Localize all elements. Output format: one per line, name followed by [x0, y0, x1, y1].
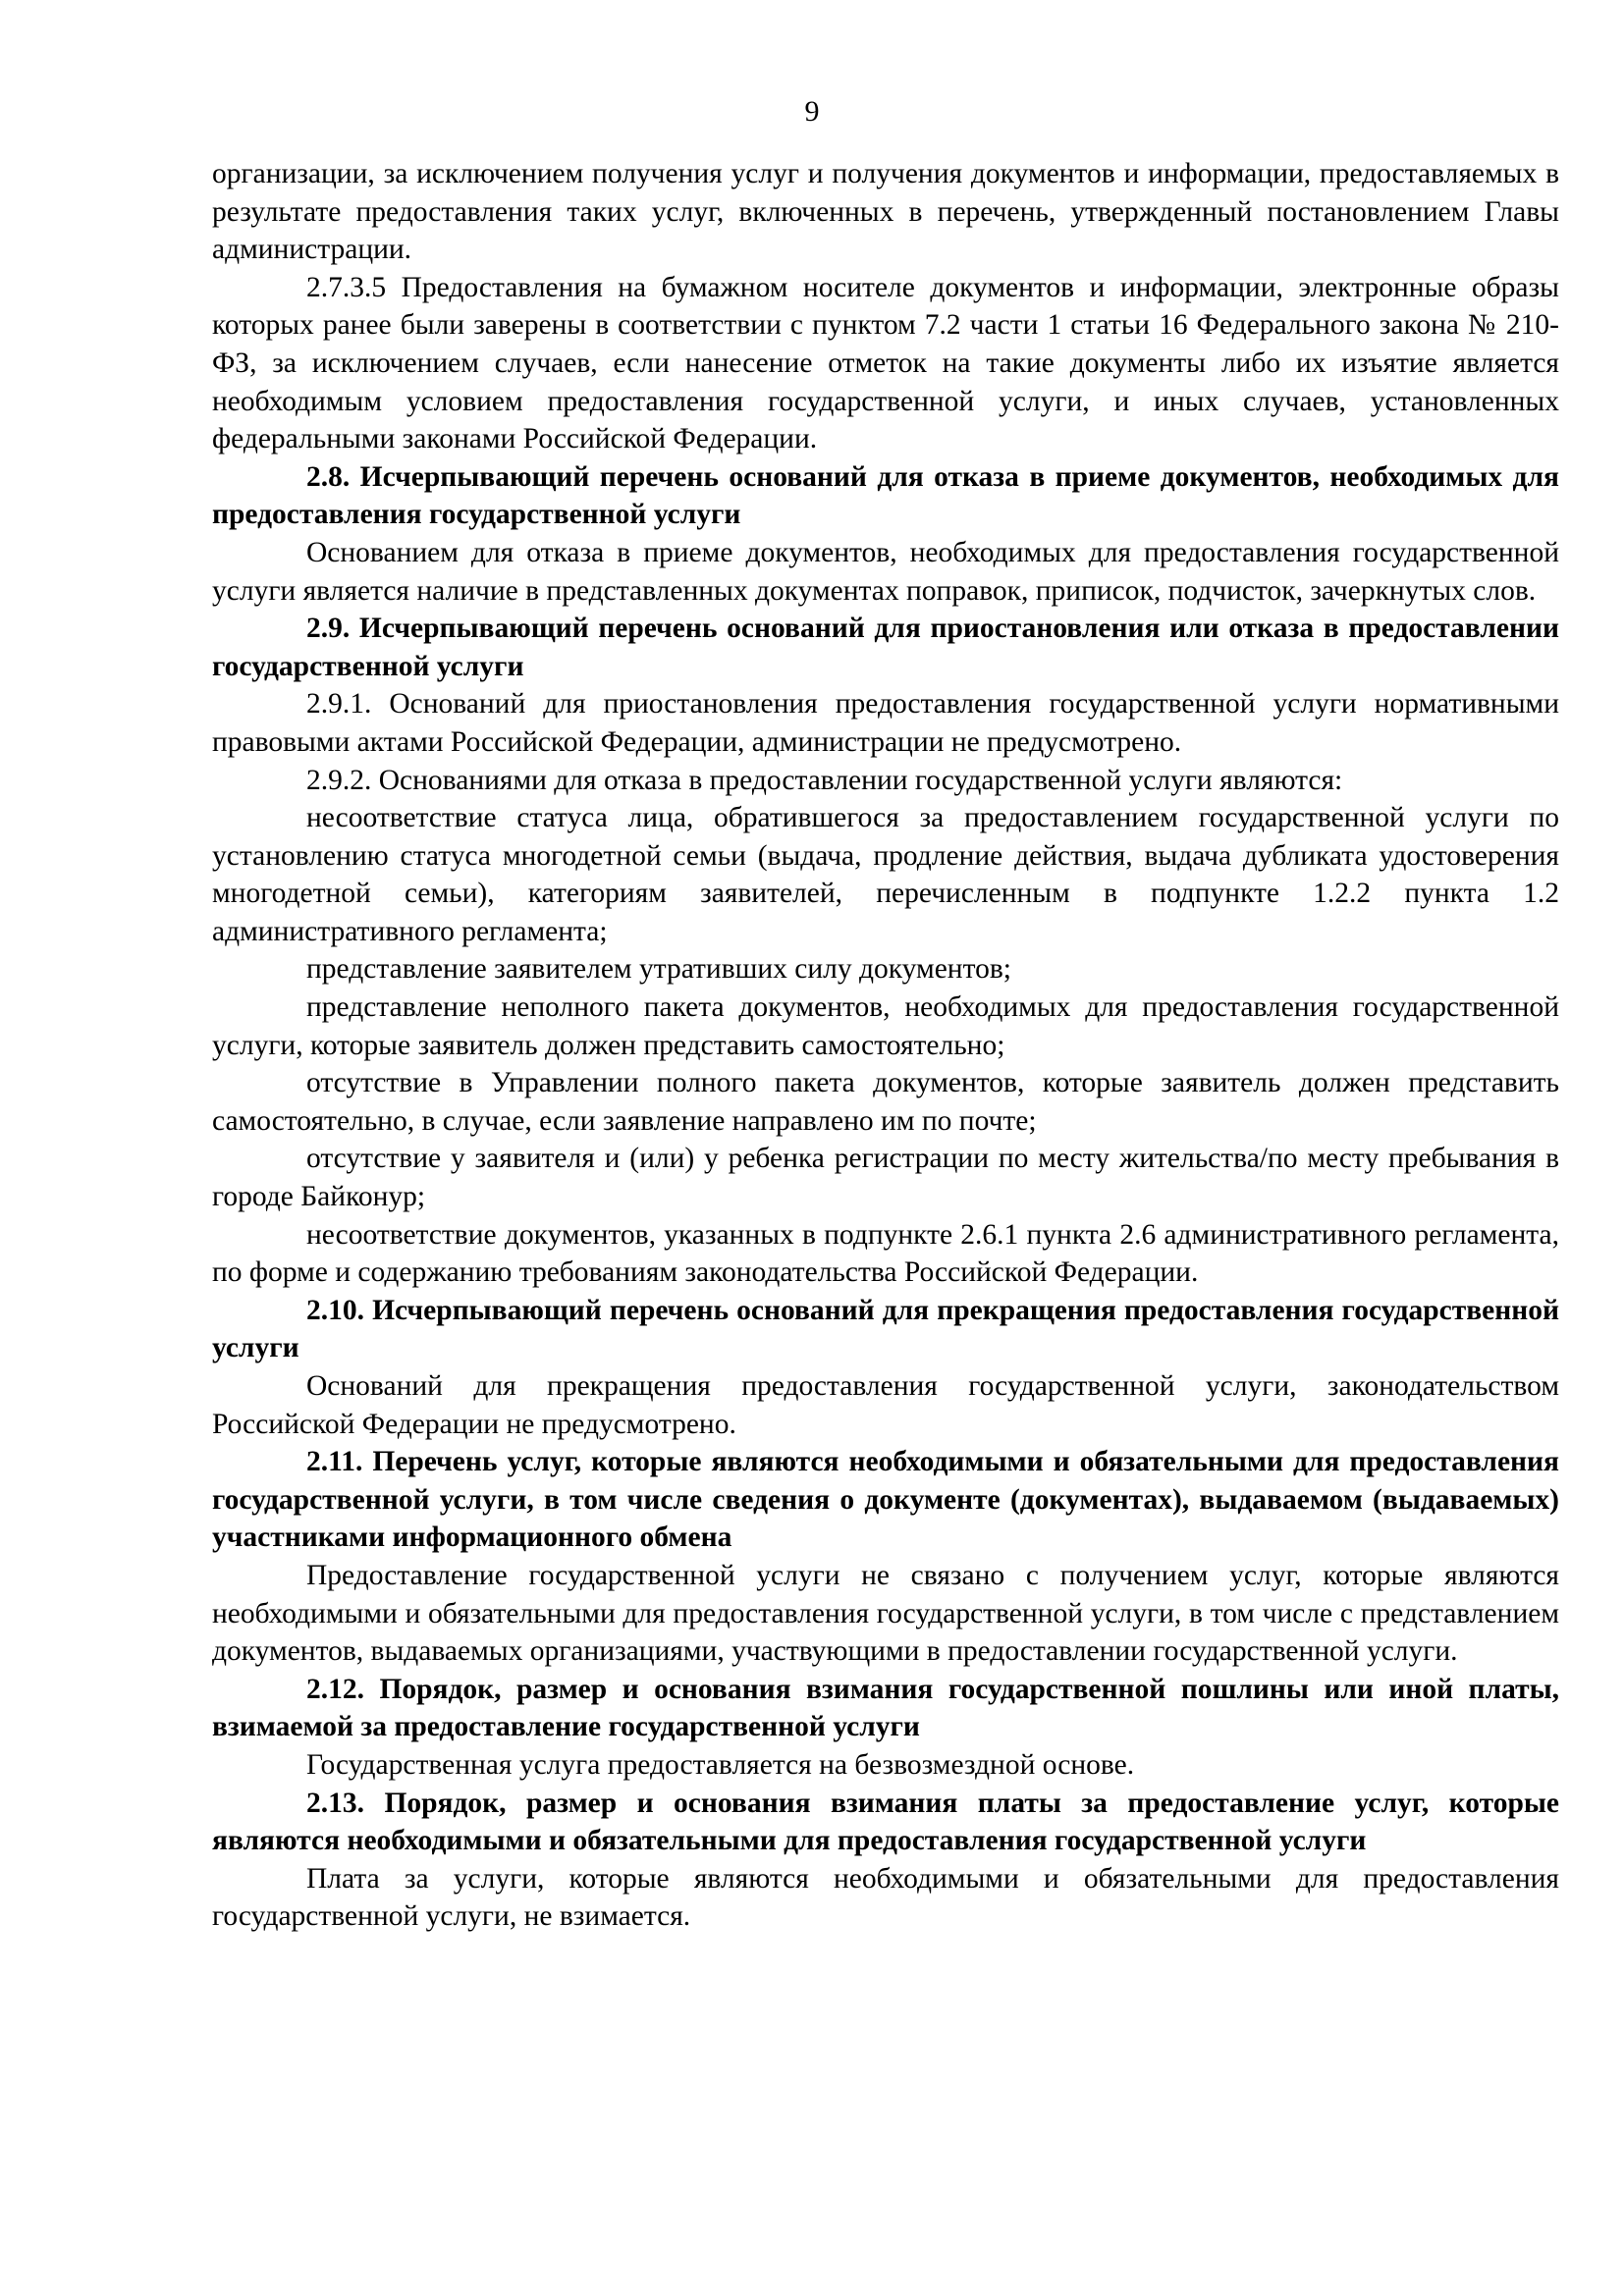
section-heading: 2.11. Перечень услуг, которые являются необходимыми и обязательными для предоставления государственной услуги, в том числе сведения о документе (документах), выдаваемом (выдаваемых) участниками информационного обмена: [212, 1446, 1559, 1554]
paragraph: Государственная услуга предоставляется на безвозмездной основе.: [306, 1748, 1135, 1781]
paragraph: 2.7.3.5 Предоставления на бумажном носителе документов и информации, электронные образы которых ранее были заверены в соответствии с пунктом 7.2 части 1 статьи 16 Федерального закона № 210-ФЗ, за исключением случаев, если нанесение отметок на такие документы либо их изъятие является необходимым условием предоставления государственной услуги, и иных случаев, установленных федеральными законами Российской Федерации.: [212, 271, 1559, 455]
paragraph: 2.9.1. Оснований для приостановления предоставления государственной услуги нормативными правовыми актами Российской Федерации, администрации не предусмотрено.: [212, 688, 1559, 758]
paragraph: Предоставление государственной услуги не связано с получением услуг, которые являются необходимыми и обязательными для предоставления государственной услуги, в том числе с представлением документов, выдаваемых организациями, участвующими в предоставлении государственной услуги.: [212, 1559, 1559, 1668]
paragraph: организации, за исключением получения услуг и получения документов и информации, предоставляемых в результате предоставления таких услуг, включенных в перечень, утвержденный постановлением Главы администрации.: [212, 158, 1559, 266]
section-heading: 2.12. Порядок, размер и основания взимания государственной пошлины или иной платы, взимаемой за предоставление государственной услуги: [212, 1673, 1559, 1743]
paragraph: 2.9.2. Основаниями для отказа в предоставлении государственной услуги являются:: [306, 764, 1343, 796]
list-item: представление заявителем утративших силу документов;: [306, 953, 1011, 986]
document-body: [212, 155, 1559, 1936]
list-item: отсутствие в Управлении полного пакета документов, которые заявитель должен представить самостоятельно, в случае, если заявление направлено им по почте;: [212, 1067, 1559, 1137]
list-item: несоответствие статуса лица, обратившегося за предоставлением государственной услуги по установлению статуса многодетной семьи (выдача, продление действия, выдача дубликата удостоверения многодетной семьи), категориям заявителей, перечисленным в подпункте 1.2.2 пункта 1.2 административного регламента;: [212, 802, 1559, 947]
section-heading: 2.8. Исчерпывающий перечень оснований для отказа в приеме документов, необходимых для предоставления государственной услуги: [212, 460, 1559, 531]
paragraph: Основанием для отказа в приеме документов, необходимых для предоставления государственной услуги является наличие в представленных документах поправок, приписок, подчисток, зачеркнутых слов.: [212, 536, 1559, 607]
page-number: 9: [804, 95, 820, 128]
section-heading: 2.13. Порядок, размер и основания взимания платы за предоставление услуг, которые являются необходимыми и обязательными для предоставления государственной услуги: [212, 1787, 1559, 1857]
section-heading: 2.10. Исчерпывающий перечень оснований для прекращения предоставления государственной услуги: [212, 1294, 1559, 1364]
list-item: отсутствие у заявителя и (или) у ребенка регистрации по месту жительства/по месту пребывания в городе Байконур;: [212, 1143, 1559, 1213]
list-item: несоответствие документов, указанных в подпункте 2.6.1 пункта 2.6 административного регламента, по форме и содержанию требованиям законодательства Российской Федерации.: [212, 1218, 1559, 1289]
section-heading: 2.9. Исчерпывающий перечень оснований для приостановления или отказа в предоставлении государственной услуги: [212, 613, 1559, 682]
list-item: представление неполного пакета документов, необходимых для предоставления государственной услуги, которые заявитель должен представить самостоятельно;: [212, 991, 1559, 1061]
paragraph: Оснований для прекращения предоставления государственной услуги, законодательством Российской Федерации не предусмотрено.: [212, 1370, 1559, 1440]
paragraph: Плата за услуги, которые являются необходимыми и обязательными для предоставления государственной услуги, не взимается.: [212, 1862, 1559, 1933]
